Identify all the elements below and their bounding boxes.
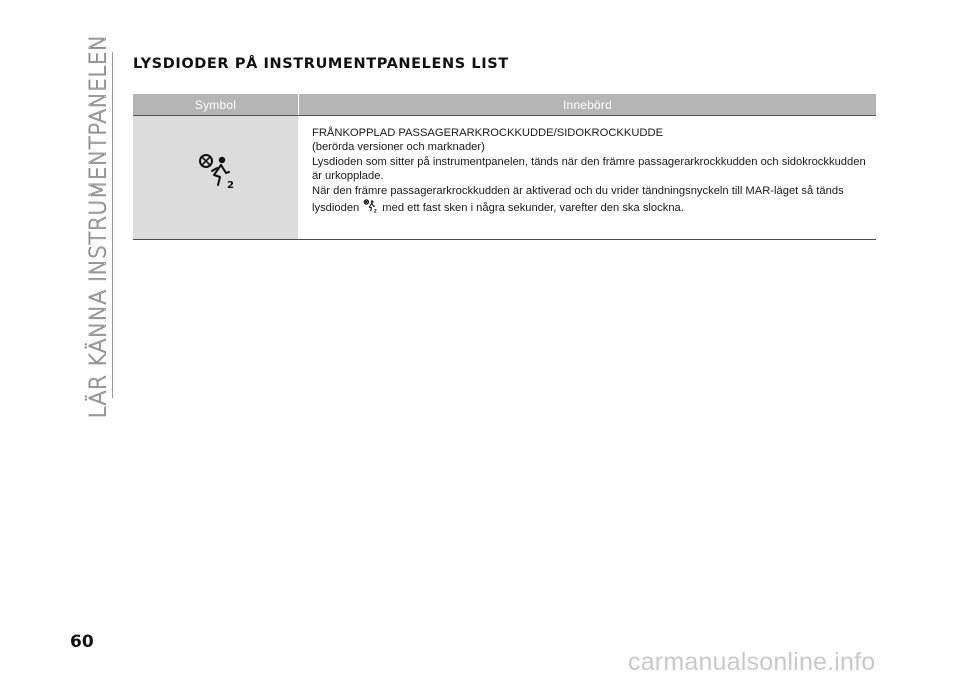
row-subtitle: (berörda versioner och marknader) bbox=[312, 141, 485, 154]
row-description: Lysdioden som sitter på instrumentpanelen, tänds när den främre passagerarkrockkudden och sidokrockkudden är urkopplade. bbox=[312, 155, 866, 183]
airbag-off-warning-icon-inline bbox=[362, 198, 378, 214]
section-heading: LYSDIODER PÅ INSTRUMENTPANELENS LIST bbox=[133, 56, 509, 72]
row-title: FRÅNKOPPLAD PASSAGERARKROCKKUDDE/SIDOKROCKKUDDE bbox=[312, 127, 664, 139]
row-detail-part2: med ett fast sken i några sekunder, varefter den ska slockna. bbox=[382, 202, 684, 215]
side-tab-text: LÄR KÄNNA INSTRUMENTPANELEN bbox=[86, 34, 112, 418]
side-tab-divider bbox=[112, 52, 113, 398]
symbol-table bbox=[133, 94, 876, 240]
row-detail bbox=[312, 184, 868, 216]
symbol-cell bbox=[133, 116, 298, 239]
svg-text:2: 2 bbox=[373, 209, 378, 215]
content-cell bbox=[298, 116, 876, 239]
page-number: 60 bbox=[70, 632, 94, 652]
header-symbol: Symbol bbox=[194, 97, 237, 112]
table-row bbox=[133, 116, 876, 239]
airbag-off-warning-icon bbox=[194, 150, 238, 194]
table-header bbox=[133, 94, 876, 116]
row-detail-part1: När den främre passagerarkrockkudden är aktiverad och du vrider tändningsnyckeln till MAR-läget så tänds lysdioden bbox=[312, 184, 844, 215]
side-tab bbox=[84, 34, 114, 418]
watermark: carmanualsonline.info bbox=[628, 648, 876, 676]
header-content: Innebörd bbox=[298, 94, 876, 115]
svg-text:2: 2 bbox=[226, 180, 234, 191]
